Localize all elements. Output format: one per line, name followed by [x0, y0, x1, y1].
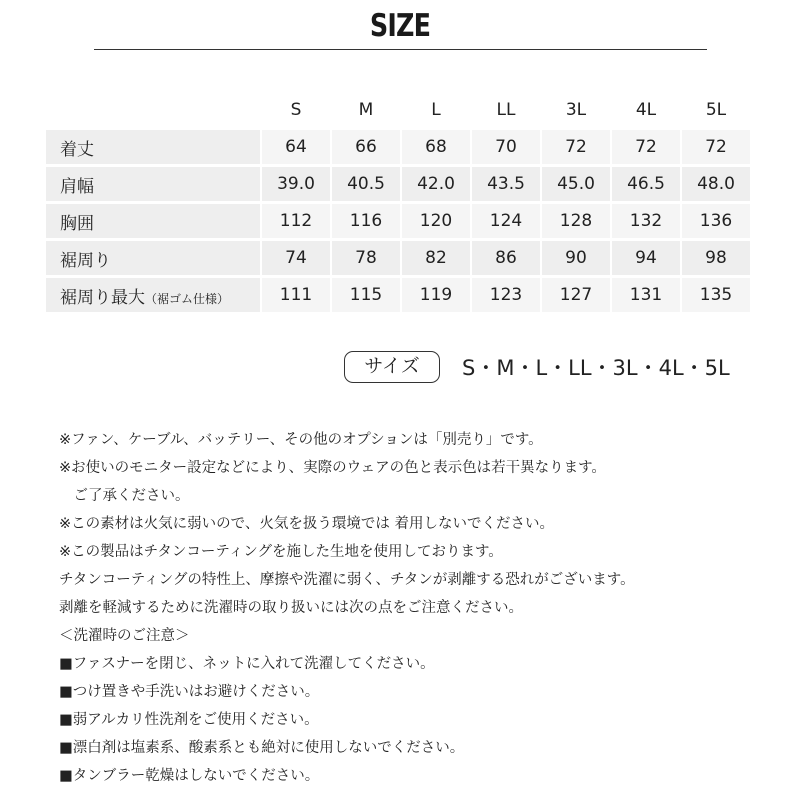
note-item: ＜洗濯時のご注意＞ [59, 628, 190, 644]
table-cell: 42.0 [402, 167, 470, 201]
table-cell: 112 [262, 204, 330, 238]
note-item: ※ファン、ケーブル、バッテリー、その他のオプションは「別売り」です。 [59, 432, 543, 448]
table-row [46, 167, 750, 201]
note-item: チタンコーティングの特性上、摩擦や洗濯に弱く、チタンが剥離する恐れがございます。 [59, 572, 635, 588]
table-row [46, 278, 750, 312]
table-cell: 66 [332, 130, 400, 164]
table-cell: 39.0 [262, 167, 330, 201]
table-cell: 68 [402, 130, 470, 164]
table-row [46, 204, 750, 238]
row-label: 肩幅 [46, 167, 260, 201]
size-table [44, 90, 752, 315]
note-item: ■弱アルカリ性洗剤をご使用ください。 [59, 712, 319, 728]
table-cell: 86 [472, 241, 540, 275]
column-header-ll: LL [496, 100, 516, 120]
note-item: ご了承ください。 [59, 488, 190, 504]
table-cell: 48.0 [682, 167, 750, 201]
row-label-note: （裾ゴム仕様） [145, 291, 230, 306]
table-cell: 82 [402, 241, 470, 275]
column-header-4l: 4L [635, 100, 657, 120]
table-cell: 116 [332, 204, 400, 238]
note-item: ※お使いのモニター設定などにより、実際のウェアの色と表示色は若干異なります。 [59, 460, 606, 476]
size-label-box: サイズ [344, 351, 440, 383]
table-cell: 72 [542, 130, 610, 164]
table-cell: 40.5 [332, 167, 400, 201]
table-cell: 135 [682, 278, 750, 312]
note-item: ■タンブラー乾燥はしないでください。 [59, 768, 320, 784]
page-title: SIZE [369, 8, 431, 44]
table-cell: 111 [262, 278, 330, 312]
table-cell: 72 [612, 130, 680, 164]
table-cell: 132 [612, 204, 680, 238]
row-label [46, 278, 260, 312]
table-cell: 74 [262, 241, 330, 275]
table-cell: 98 [682, 241, 750, 275]
row-label: 着丈 [46, 130, 260, 164]
note-item: ※この製品はチタンコーティングを施した生地を使用しております。 [59, 544, 503, 560]
column-header-l: L [431, 100, 441, 120]
column-header-5l: 5L [705, 100, 727, 120]
column-header-m: M [358, 100, 374, 120]
title-divider [94, 49, 707, 50]
table-header-row [46, 93, 750, 127]
table-cell: 94 [612, 241, 680, 275]
table-cell: 115 [332, 278, 400, 312]
table-cell: 72 [682, 130, 750, 164]
table-cell: 127 [542, 278, 610, 312]
table-cell: 128 [542, 204, 610, 238]
table-cell: 131 [612, 278, 680, 312]
note-item: ■漂白剤は塩素系、酸素系とも絶対に使用しないでください。 [59, 740, 465, 756]
row-label-text: 裾周り最大 [60, 287, 145, 308]
column-header-3l: 3L [565, 100, 587, 120]
row-label: 胸囲 [46, 204, 260, 238]
table-cell: 136 [682, 204, 750, 238]
table-cell: 124 [472, 204, 540, 238]
size-list: S・M・L・LL・3L・4L・5L [462, 356, 730, 380]
column-header-s: S [290, 100, 302, 120]
table-cell: 46.5 [612, 167, 680, 201]
note-item: 剥離を軽減するために洗濯時の取り扱いには次の点をご注意ください。 [59, 600, 523, 616]
table-cell: 120 [402, 204, 470, 238]
table-cell: 64 [262, 130, 330, 164]
table-corner [46, 93, 260, 127]
table-row [46, 241, 750, 275]
note-item: ※この素材は火気に弱いので、火気を扱う環境では 着用しないでください。 [59, 516, 554, 532]
table-cell: 70 [472, 130, 540, 164]
note-item: ■つけ置きや手洗いはお避けください。 [59, 684, 320, 700]
table-cell: 123 [472, 278, 540, 312]
table-row [46, 130, 750, 164]
table-cell: 43.5 [472, 167, 540, 201]
notes-list [59, 426, 759, 790]
table-cell: 78 [332, 241, 400, 275]
table-cell: 45.0 [542, 167, 610, 201]
table-cell: 119 [402, 278, 470, 312]
row-label: 裾周り [46, 241, 260, 275]
note-item: ■ファスナーを閉じ、ネットに入れて洗濯してください。 [59, 656, 435, 672]
table-cell: 90 [542, 241, 610, 275]
